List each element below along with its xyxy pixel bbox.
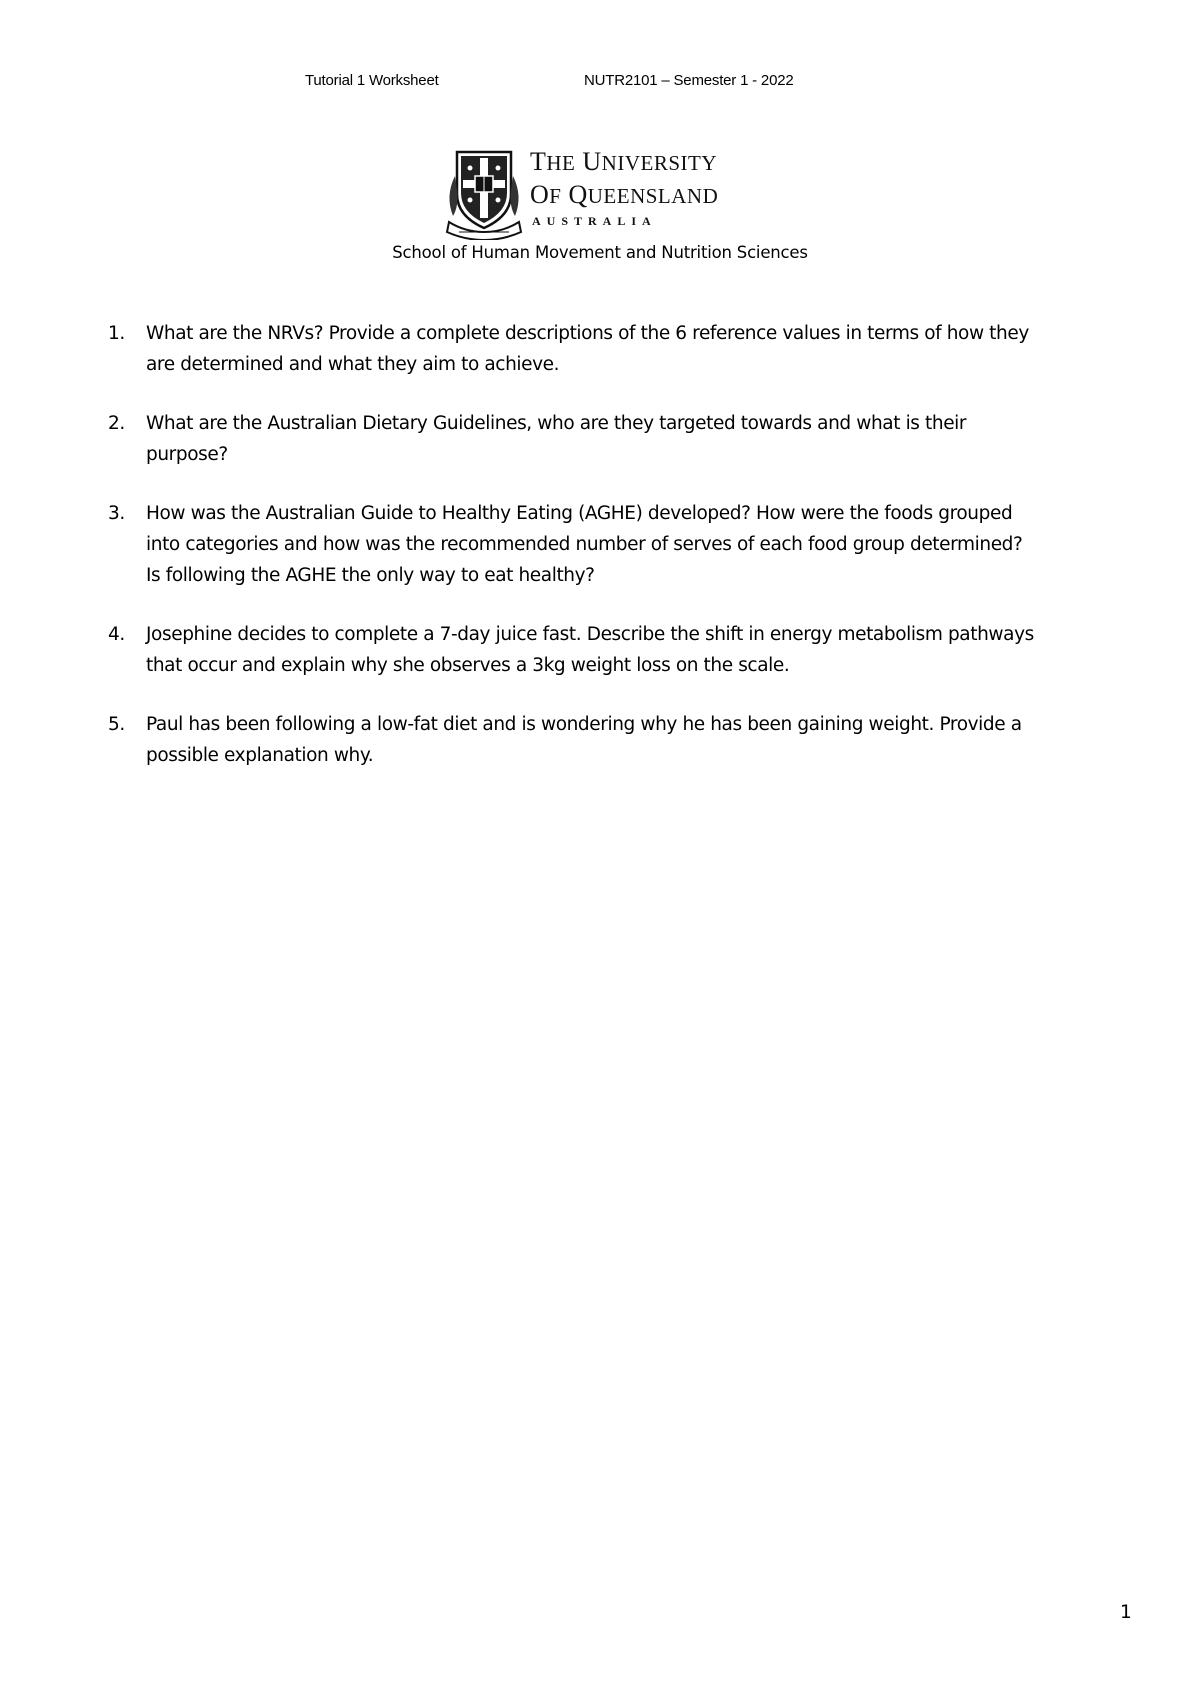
wordmark-country: AUSTRALIA xyxy=(532,214,657,228)
header-course-code: NUTR2101 – Semester 1 - 2022 xyxy=(584,72,794,89)
question-item xyxy=(108,619,1148,681)
header-tutorial-title: Tutorial 1 Worksheet xyxy=(305,72,439,89)
university-crest-icon xyxy=(445,146,523,240)
question-line: into categories and how was the recommended number of serves of each food group determined? xyxy=(146,534,1023,555)
question-item xyxy=(108,498,1148,591)
question-line: What are the Australian Dietary Guidelines, who are they targeted towards and what is their xyxy=(146,413,967,434)
question-item xyxy=(108,318,1148,380)
question-number: 1. xyxy=(108,323,125,344)
question-item xyxy=(108,408,1148,470)
university-wordmark xyxy=(530,146,770,229)
school-name: School of Human Movement and Nutrition Sciences xyxy=(392,243,808,262)
question-line: How was the Australian Guide to Healthy Eating (AGHE) developed? How were the foods grouped xyxy=(146,503,1013,524)
question-line: are determined and what they aim to achieve. xyxy=(146,354,560,375)
question-line: Is following the AGHE the only way to eat healthy? xyxy=(146,565,595,586)
question-line: that occur and explain why she observes a 3kg weight loss on the scale. xyxy=(146,655,790,676)
question-list xyxy=(108,318,1148,799)
question-number: 2. xyxy=(108,413,125,434)
question-number: 4. xyxy=(108,624,125,645)
wordmark-line-1: THE UNIVERSITY xyxy=(530,147,717,176)
question-line: Josephine decides to complete a 7-day juice fast. Describe the shift in energy metabolism pathways xyxy=(146,624,1034,645)
question-line: Paul has been following a low-fat diet and is wondering why he has been gaining weight. Provide a xyxy=(146,714,1022,735)
page-number: 1 xyxy=(1120,1602,1132,1623)
question-number: 5. xyxy=(108,714,125,735)
question-line: possible explanation why. xyxy=(146,745,374,766)
question-item xyxy=(108,709,1148,771)
wordmark-line-2: OF QUEENSLAND xyxy=(530,180,719,209)
university-logo xyxy=(445,146,765,240)
question-line: purpose? xyxy=(146,444,228,465)
question-number: 3. xyxy=(108,503,125,524)
question-line: What are the NRVs? Provide a complete descriptions of the 6 reference values in terms of how they xyxy=(146,323,1029,344)
